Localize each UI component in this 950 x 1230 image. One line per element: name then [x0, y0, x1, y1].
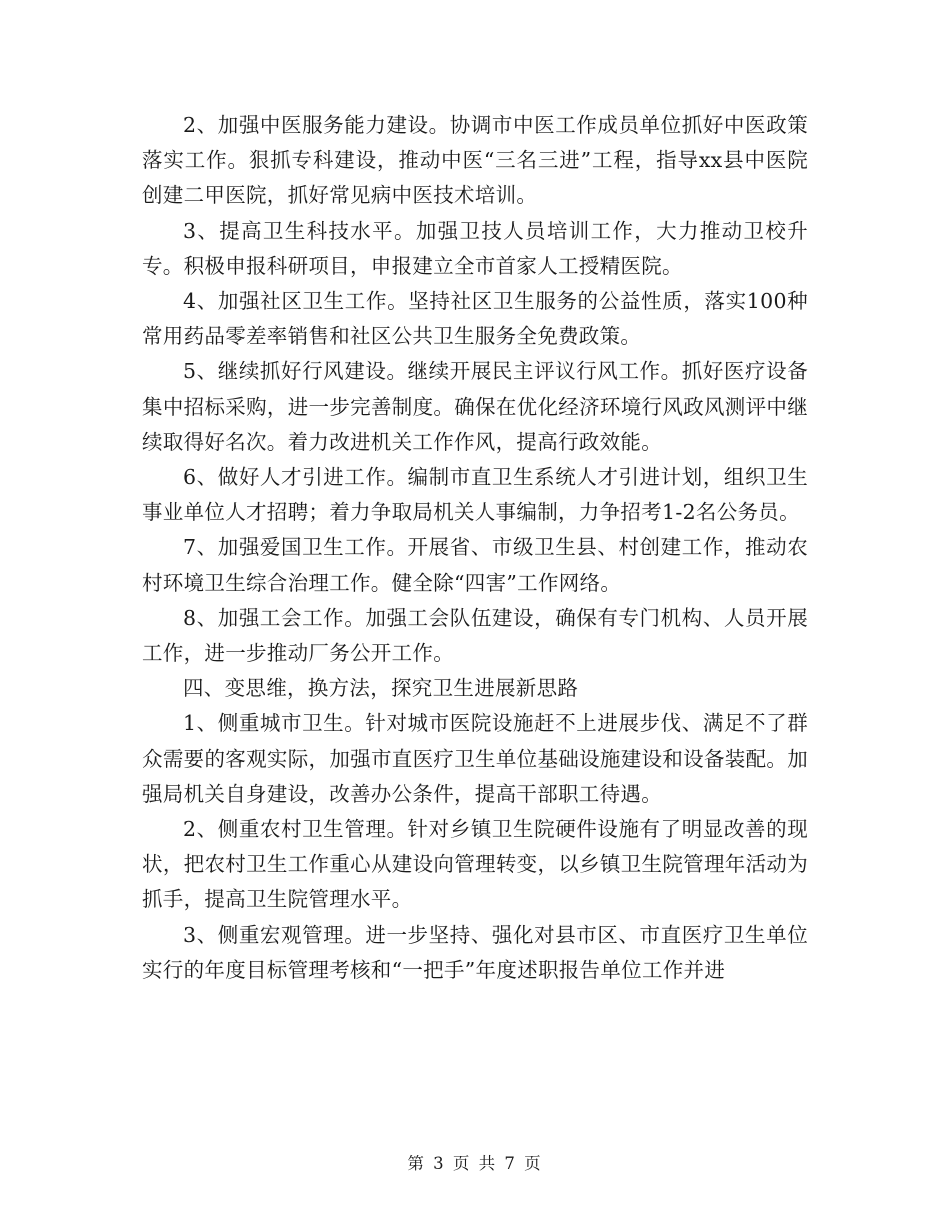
paragraph: 1、侧重城市卫生。针对城市医院设施赶不上进展步伐、满足不了群众需要的客观实际，加强市直医疗卫生单位基础设施建设和设备装配。加强局机关自身建设，改善办公条件，提高干部职工待遇。 [142, 711, 808, 806]
document-body [142, 108, 808, 988]
section-heading: 四、变思维，换方法，探究卫生进展新思路 [183, 676, 579, 701]
paragraph: 8、加强工会工作。加强工会队伍建设，确保有专门机构、人员开展工作，进一步推动厂务公开工作。 [142, 605, 808, 666]
paragraph: 6、做好人才引进工作。编制市直卫生系统人才引进计划，组织卫生事业单位人才招聘；着力争取局机关人事编制，力争招考1-2名公务员。 [142, 465, 808, 525]
paragraph: 3、侧重宏观管理。进一步坚持、强化对县市区、市直医疗卫生单位实行的年度目标管理考核和“一把手”年度述职报告单位工作并进 [142, 922, 808, 982]
paragraph: 2、侧重农村卫生管理。针对乡镇卫生院硬件设施有了明显改善的现状，把农村卫生工作重心从建设向管理转变，以乡镇卫生院管理年活动为抓手，提高卫生院管理水平。 [142, 817, 808, 912]
paragraph: 5、继续抓好行风建设。继续开展民主评议行风工作。抓好医疗设备集中招标采购，进一步完善制度。确保在优化经济环境行风政风测评中继续取得好名次。着力改进机关工作作风，提高行政效能。 [142, 359, 808, 454]
page-number-footer: 第 3 页 共 7 页 [407, 1154, 543, 1173]
paragraph: 2、加强中医服务能力建设。协调市中医工作成员单位抓好中医政策落实工作。狠抓专科建设，推动中医“三名三进”工程，指导xx县中医院创建二甲医院，抓好常见病中医技术培训。 [142, 113, 808, 208]
paragraph: 7、加强爱国卫生工作。开展省、市级卫生县、村创建工作，推动农村环境卫生综合治理工作。健全除“四害”工作网络。 [142, 535, 808, 595]
paragraph: 4、加强社区卫生工作。坚持社区卫生服务的公益性质，落实100种常用药品零差率销售和社区公共卫生服务全免费政策。 [142, 289, 808, 349]
paragraph: 3、提高卫生科技水平。加强卫技人员培训工作，大力推动卫校升专。积极申报科研项目，申报建立全市首家人工授精医院。 [142, 218, 808, 278]
